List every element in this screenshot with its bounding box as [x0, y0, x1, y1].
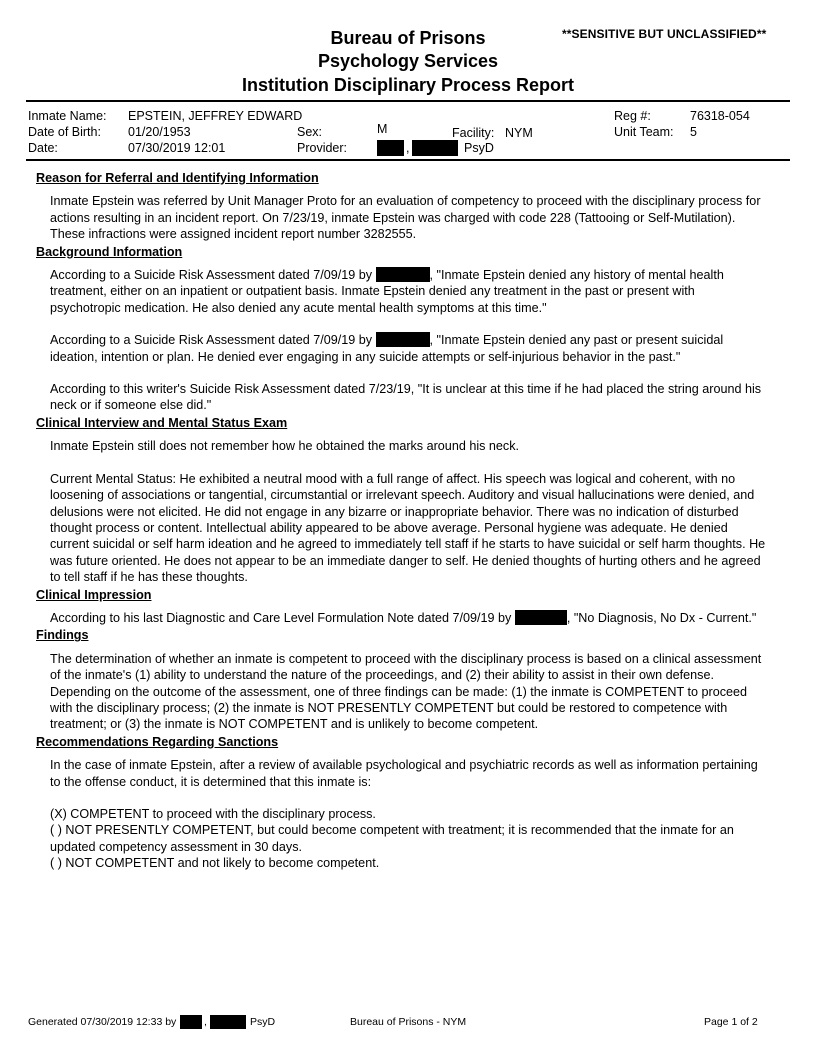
footer-page-number: Page 1 of 2	[704, 1016, 758, 1028]
footer-redaction-1	[180, 1015, 202, 1029]
impression-text-pre: According to his last Diagnostic and Care Level Formulation Note dated 7/09/19 by	[50, 610, 515, 625]
provider-redaction-1	[377, 140, 404, 156]
title-bureau: Bureau of Prisons	[330, 28, 486, 48]
facility-value: NYM	[505, 126, 533, 140]
footer-center: Bureau of Prisons - NYM	[350, 1016, 467, 1028]
date-value: 07/30/2019 12:01	[128, 141, 226, 155]
header-bottom-rule	[26, 159, 790, 161]
interview-heading: Clinical Interview and Mental Status Exam	[36, 415, 288, 430]
bg1-redaction	[376, 267, 430, 282]
bg1-text-pre: According to a Suicide Risk Assessment dated 7/09/19 by	[50, 268, 376, 283]
provider-suffix: PsyD	[464, 141, 494, 155]
header-top-rule	[26, 100, 790, 102]
referral-heading: Reason for Referral and Identifying Information	[36, 171, 319, 185]
referral-text: Inmate Epstein was referred by Unit Manager Proto for an evaluation of competency to proceed with the disciplinary process for actions resulting in an incident report. On 7/23/19, inmate Epstein was charged with code 228 (Tattooing or Self-Mutilation). These infractions were assigned incident report number 3282555.	[50, 194, 761, 242]
footer-suffix: PsyD	[250, 1016, 276, 1028]
footer-generated: Generated 07/30/2019 12:33 by	[28, 1016, 177, 1028]
provider-comma: ,	[406, 141, 410, 155]
impression-heading: Clinical Impression	[36, 587, 152, 602]
report-body	[36, 170, 766, 872]
facility-label: Facility:	[452, 126, 495, 140]
footer-redaction-2	[210, 1015, 246, 1029]
option-not-presently-competent: ( ) NOT PRESENTLY COMPETENT, but could become competent with treatment; it is recommended that the inmate for an updated competency assessment in 30 days.	[50, 823, 734, 854]
title-psychology: Psychology Services	[317, 51, 499, 71]
bg2-text-post: , "Inmate Epstein denied any past or present suicidal ideation, intention or plan. He denied ever engaging in any suicide attempts or self-injurious behavior in the past."	[50, 333, 724, 364]
provider-redaction-2	[412, 140, 458, 156]
footer-comma: ,	[204, 1016, 207, 1028]
dob-value: 01/20/1953	[128, 125, 191, 139]
option-not-competent: ( ) NOT COMPETENT and not likely to become competent.	[50, 856, 380, 871]
recommendations-heading: Recommendations Regarding Sanctions	[36, 734, 279, 749]
background-paragraph-2	[50, 332, 766, 365]
findings-text: The determination of whether an inmate is competent to proceed with the disciplinary process is based on a clinical assessment of the inmate's (1) ability to understand the nature of the proceedings, and (2) their ability to assist in their own defense. Depending on the outcome of the assessment, one of three findings can be made: (1) the inmate is COMPETENT to proceed with the disciplinary process; (2) the inmate is NOT PRESENTLY COMPETENT but could be restored to competence with treatment; or (3) the inmate is NOT COMPETENT and is unlikely to become competent.	[50, 651, 762, 732]
bg2-text-pre: According to a Suicide Risk Assessment dated 7/09/19 by	[50, 333, 376, 348]
interview-paragraph-1: Inmate Epstein still does not remember how he obtained the marks around his neck.	[50, 439, 520, 454]
date-label: Date:	[28, 141, 58, 155]
unit-team-label: Unit Team:	[614, 125, 674, 139]
background-heading: Background Information	[36, 244, 183, 259]
reg-value: 76318-054	[690, 109, 750, 123]
background-paragraph-1	[50, 267, 766, 316]
impression-text-post: , "No Diagnosis, No Dx - Current."	[566, 610, 757, 625]
recommendations-text: In the case of inmate Epstein, after a review of available psychological and psychiatric records as well as information pertaining to the offense conduct, it is determined that this inmate is:	[50, 758, 758, 789]
unit-team-value: 5	[690, 125, 697, 139]
interview-paragraph-2: Current Mental Status: He exhibited a neutral mood with a full range of affect. His speech was logical and coherent, with no loosening of associations or tangential, circumstantial or irrelevant speech. Auditory and visual hallucinations were denied, and delusions were not elicited. He did not engage in any bizarre or inappropriate behavior. There was no indication of disturbed thought process or content. Intellectual ability appeared to be above average. Personal hygiene was adequate. He denied current suicidal or self harm ideation and he agreed to immediately tell staff if he starts to have suicidal or self harm thoughts. He was future oriented. He does not appear to be an immediate danger to self. He denied thoughts of hurting others and he agreed to tell staff if he has these thoughts.	[50, 471, 766, 585]
bg2-redaction	[376, 332, 430, 347]
competency-options	[50, 806, 766, 872]
bg1-text-post: , "Inmate Epstein denied any history of mental health treatment, either on an inpatient or outpatient basis. Inmate Epstein denied any treatment in the past or present with psychotropic medication. He also denied any acute mental health symptoms at this time."	[50, 268, 724, 315]
option-competent: (X) COMPETENT to proceed with the disciplinary process.	[50, 807, 376, 821]
dob-label: Date of Birth:	[28, 125, 101, 139]
title-report: Institution Disciplinary Process Report	[241, 75, 575, 95]
classification-marking: **SENSITIVE BUT UNCLASSIFIED**	[562, 27, 767, 41]
reg-label: Reg #:	[614, 109, 651, 123]
provider-label: Provider:	[297, 141, 348, 155]
inmate-name-label: Inmate Name:	[28, 109, 107, 123]
sex-value: M	[377, 122, 388, 136]
impression-redaction	[515, 610, 567, 625]
sex-label: Sex:	[297, 125, 323, 139]
impression-paragraph	[50, 610, 766, 626]
findings-heading: Findings	[36, 628, 89, 643]
background-paragraph-3: According to this writer's Suicide Risk Assessment dated 7/23/19, "It is unclear at this time if he had placed the string around his neck or if someone else did."	[50, 382, 762, 413]
inmate-name-value: EPSTEIN, JEFFREY EDWARD	[128, 109, 303, 123]
